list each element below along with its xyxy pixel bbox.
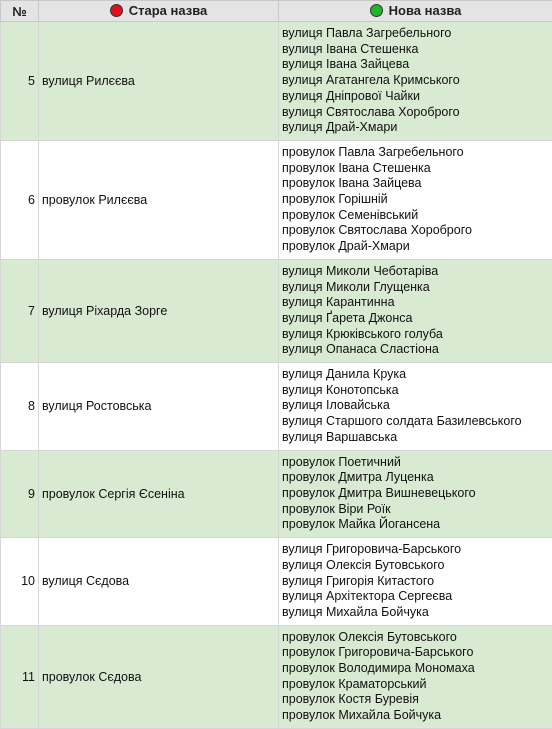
header-new-label: Нова назва (389, 3, 462, 18)
new-name-option: провулок Дмитра Луценка (282, 470, 552, 486)
new-name-option: вулиця Крюківського голуба (282, 327, 552, 343)
new-name-option: вулиця Варшавська (282, 430, 552, 446)
new-name-option: вулиця Григорія Китастого (282, 574, 552, 590)
new-name-option: провулок Краматорський (282, 677, 552, 693)
new-name-option: вулиця Святослава Хороброго (282, 105, 552, 121)
new-names-cell (279, 538, 552, 626)
new-name-option: вулиця Григоровича-Барського (282, 542, 552, 558)
new-name-option: провулок Віри Роїк (282, 502, 552, 518)
green-circle-icon (370, 4, 383, 17)
new-name-option: провулок Поетичний (282, 455, 552, 471)
new-name-option: провулок Горішній (282, 192, 552, 208)
new-name-option: вулиця Карантинна (282, 295, 552, 311)
new-name-option: вулиця Данила Крука (282, 367, 552, 383)
new-name-option: вулиця Павла Загребельного (282, 26, 552, 42)
new-name-option: провулок Михайла Бойчука (282, 708, 552, 724)
table-row (1, 140, 552, 259)
header-old-label: Стара назва (129, 3, 208, 18)
new-names-cell (279, 450, 552, 538)
new-name-option: вулиця Івана Стешенка (282, 42, 552, 58)
table-row (1, 259, 552, 362)
new-name-option: провулок Володимира Мономаха (282, 661, 552, 677)
row-number: 9 (1, 450, 39, 538)
row-number: 11 (1, 625, 39, 728)
new-names-cell (279, 22, 552, 141)
header-old-name (39, 1, 279, 22)
new-name-option: вулиця Івана Зайцева (282, 57, 552, 73)
new-names-cell (279, 363, 552, 451)
header-num-label: № (12, 4, 27, 19)
new-name-option: вулиця Старшого солдата Базилевського (282, 414, 552, 430)
new-name-option: провулок Дмитра Вишневецького (282, 486, 552, 502)
old-name-cell: провулок Рилєєва (39, 140, 279, 259)
new-name-option: вулиця Миколи Чеботаріва (282, 264, 552, 280)
header-num (1, 1, 39, 22)
table-body (1, 22, 552, 729)
new-name-option: вулиця Миколи Глущенка (282, 280, 552, 296)
row-number: 7 (1, 259, 39, 362)
header-new-name (279, 1, 552, 22)
new-name-option: провулок Драй-Хмари (282, 239, 552, 255)
new-name-option: вулиця Опанаса Сластіона (282, 342, 552, 358)
row-number: 6 (1, 140, 39, 259)
red-circle-icon (110, 4, 123, 17)
table-row (1, 625, 552, 728)
new-name-option: вулиця Агатангела Кримського (282, 73, 552, 89)
new-name-option: вулиця Іловайська (282, 398, 552, 414)
new-name-option: провулок Костя Буревія (282, 692, 552, 708)
old-name-cell: вулиця Сєдова (39, 538, 279, 626)
new-name-option: провулок Олексія Бутовського (282, 630, 552, 646)
old-name-cell: провулок Сергія Єсеніна (39, 450, 279, 538)
old-name-cell: вулиця Ростовська (39, 363, 279, 451)
new-name-option: провулок Семенівський (282, 208, 552, 224)
new-names-cell (279, 625, 552, 728)
new-name-option: провулок Івана Стешенка (282, 161, 552, 177)
table-row (1, 538, 552, 626)
new-name-option: провулок Григоровича-Барського (282, 645, 552, 661)
new-name-option: вулиця Дніпрової Чайки (282, 89, 552, 105)
new-name-option: провулок Павла Загребельного (282, 145, 552, 161)
row-number: 8 (1, 363, 39, 451)
old-name-cell: вулиця Ріхарда Зорге (39, 259, 279, 362)
new-name-option: провулок Майка Йогансена (282, 517, 552, 533)
new-name-option: провулок Івана Зайцева (282, 176, 552, 192)
old-name-cell: вулиця Рилєєва (39, 22, 279, 141)
new-name-option: вулиця Драй-Хмари (282, 120, 552, 136)
new-name-option: вулиця Архітектора Сергеєва (282, 589, 552, 605)
table-row (1, 22, 552, 141)
new-name-option: вулиця Конотопська (282, 383, 552, 399)
new-name-option: вулиця Михайла Бойчука (282, 605, 552, 621)
new-name-option: вулиця Олексія Бутовського (282, 558, 552, 574)
new-names-cell (279, 259, 552, 362)
old-name-cell: провулок Сєдова (39, 625, 279, 728)
table-row (1, 363, 552, 451)
header-row (1, 1, 552, 22)
table-row (1, 450, 552, 538)
new-names-cell (279, 140, 552, 259)
new-name-option: вулиця Ґарета Джонса (282, 311, 552, 327)
row-number: 5 (1, 22, 39, 141)
new-name-option: провулок Святослава Хороброго (282, 223, 552, 239)
row-number: 10 (1, 538, 39, 626)
